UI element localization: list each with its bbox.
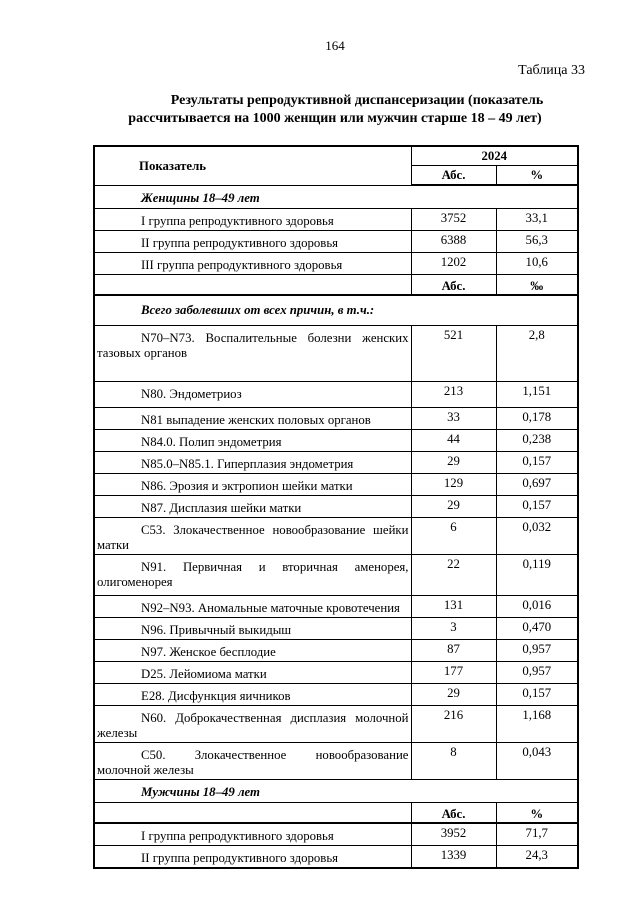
header-pct: % [496,166,578,186]
pct-value-cell: 0,697 [496,473,578,495]
table-row [94,742,578,779]
indicator-cell: N81 выпадение женских половых органов [94,407,411,429]
table-row [94,617,578,639]
table-row [94,231,578,253]
abs-value-cell: 3952 [411,823,496,846]
pct-value-cell: 10,6 [496,253,578,275]
table-row [94,595,578,617]
pct-value-cell: 0,178 [496,407,578,429]
indicator-cell: N86. Эрозия и эктропион шейки матки [94,473,411,495]
abs-value-cell: 29 [411,683,496,705]
title-line-2: рассчитывается на 1000 женщин или мужчин старше 18 – 49 лет) [128,111,542,126]
abs-value-cell: 29 [411,451,496,473]
table-row [94,517,578,554]
pct-value-cell: 0,043 [496,742,578,779]
table-row [94,554,578,595]
indicator-cell: E28. Дисфункция яичников [94,683,411,705]
abs-value-cell: 29 [411,495,496,517]
pct-value-cell: 1,151 [496,381,578,407]
pct-value-cell: 0,157 [496,495,578,517]
table-row [94,429,578,451]
section-row [94,779,578,802]
section-row [94,295,578,325]
indicator-cell: D25. Лейомиома матки [94,661,411,683]
table-row [94,407,578,429]
pct-value-cell: 1,168 [496,705,578,742]
table-row [94,325,578,381]
indicator-cell [94,802,411,823]
subheader-row [94,802,578,823]
section-row [94,185,578,209]
abs-value-cell: Абс. [411,802,496,823]
abs-value-cell: 213 [411,381,496,407]
table-row [94,253,578,275]
abs-value-cell: 6388 [411,231,496,253]
table-row [94,495,578,517]
table-row [94,845,578,868]
abs-value-cell: 3 [411,617,496,639]
abs-value-cell: 3752 [411,209,496,231]
section-label: Всего заболевших от всех причин, в т.ч.: [94,295,578,325]
page-number: 164 [325,38,345,53]
table-row [94,451,578,473]
subheader-row [94,275,578,296]
pct-value-cell: 0,957 [496,661,578,683]
header-indicator: Показатель [94,146,411,185]
indicator-cell: II группа репродуктивного здоровья [94,231,411,253]
abs-value-cell: 33 [411,407,496,429]
indicator-cell: N84.0. Полип эндометрия [94,429,411,451]
abs-value-cell: 131 [411,595,496,617]
pct-value-cell: 0,016 [496,595,578,617]
table-row [94,683,578,705]
indicator-cell: N96. Привычный выкидыш [94,617,411,639]
table-row [94,705,578,742]
header-row-year [94,146,578,166]
pct-value-cell: ‰ [496,275,578,296]
indicator-cell: N91. Первичная и вторичная аменорея, олигоменорея [94,554,411,595]
header-abs: Абс. [411,166,496,186]
table-header [94,146,578,185]
abs-value-cell: 129 [411,473,496,495]
pct-value-cell: 0,157 [496,683,578,705]
indicator-cell: II группа репродуктивного здоровья [94,845,411,868]
section-label: Женщины 18–49 лет [94,185,578,209]
pct-value-cell: 0,157 [496,451,578,473]
pct-value-cell: 0,238 [496,429,578,451]
title-line-1: Результаты репродуктивной диспансеризации (показатель [170,93,544,108]
abs-value-cell: 22 [411,554,496,595]
abs-value-cell: 521 [411,325,496,381]
document-page [93,0,585,869]
abs-value-cell: 6 [411,517,496,554]
results-table [93,145,579,869]
pct-value-cell: 2,8 [496,325,578,381]
pct-value-cell: 0,957 [496,639,578,661]
document-title [93,92,577,128]
table-row [94,639,578,661]
indicator-cell: N80. Эндометриоз [94,381,411,407]
indicator-cell: I группа репродуктивного здоровья [94,209,411,231]
header-year: 2024 [411,146,578,166]
indicator-cell: N60. Доброкачественная дисплазия молочной железы [94,705,411,742]
abs-value-cell: 87 [411,639,496,661]
indicator-cell: N85.0–N85.1. Гиперплазия эндометрия [94,451,411,473]
table-caption: Таблица 33 [518,63,585,78]
table-row [94,661,578,683]
pct-value-cell: 0,119 [496,554,578,595]
pct-value-cell: 56,3 [496,231,578,253]
pct-value-cell: % [496,802,578,823]
abs-value-cell: 177 [411,661,496,683]
abs-value-cell: 1202 [411,253,496,275]
indicator-cell: N97. Женское бесплодие [94,639,411,661]
pct-value-cell: 33,1 [496,209,578,231]
indicator-cell: C50. Злокачественное новообразование молочной железы [94,742,411,779]
table-row [94,381,578,407]
table-row [94,823,578,846]
indicator-cell: III группа репродуктивного здоровья [94,253,411,275]
abs-value-cell: 44 [411,429,496,451]
indicator-cell: N87. Дисплазия шейки матки [94,495,411,517]
table-row [94,209,578,231]
table-row [94,473,578,495]
indicator-cell: N70–N73. Воспалительные болезни женских тазовых органов [94,325,411,381]
abs-value-cell: 1339 [411,845,496,868]
indicator-cell: I группа репродуктивного здоровья [94,823,411,846]
indicator-cell [94,275,411,296]
table-body [94,185,578,868]
section-label: Мужчины 18–49 лет [94,779,578,802]
indicator-cell: C53. Злокачественное новообразование шейки матки [94,517,411,554]
pct-value-cell: 0,470 [496,617,578,639]
pct-value-cell: 71,7 [496,823,578,846]
abs-value-cell: 216 [411,705,496,742]
abs-value-cell: 8 [411,742,496,779]
pct-value-cell: 0,032 [496,517,578,554]
pct-value-cell: 24,3 [496,845,578,868]
indicator-cell: N92–N93. Аномальные маточные кровотечения [94,595,411,617]
abs-value-cell: Абс. [411,275,496,296]
